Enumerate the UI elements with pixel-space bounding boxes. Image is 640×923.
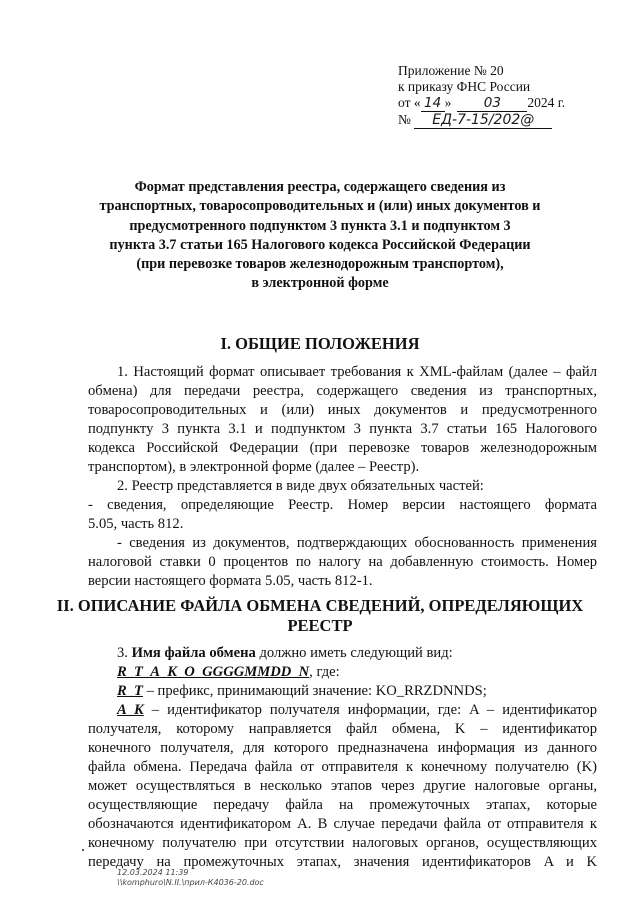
date-prefix: от « (398, 95, 421, 110)
paragraph-line: 2. Реестр представляется в виде двух обязательных частей: (117, 478, 484, 494)
paragraph-text: должно иметь следующий вид: (259, 645, 453, 661)
section-1-heading: I. ОБЩИЕ ПОЛОЖЕНИЯ (220, 334, 420, 353)
recipient-key: A_K (117, 702, 144, 718)
paragraph-line: налоговой ставки 0 процентов по налогу на добавленную стоимость. Номер (88, 554, 597, 570)
paragraph-line: файла обмена. Передача файла от отправителя к конечному получателю (K) (88, 759, 597, 775)
date-year: 2024 г. (527, 95, 566, 110)
paragraph-line: обмена) для передачи реестра, содержащего сведения из транспортных, (88, 383, 597, 399)
number-sign: № (398, 112, 411, 127)
paragraph-line: подпункту 3 пункта 3.1 и подпунктом 3 пункта 3.7 статьи 165 Налогового (88, 421, 597, 437)
order-number-value: ЕД-7-15/202@ (414, 113, 552, 129)
file-name-term: Имя файла обмена (131, 645, 256, 661)
recipient-text: – идентификатор получателя информации, где: A – идентификатор (143, 702, 597, 718)
prefix-key: R_T (117, 683, 143, 699)
title-line: (при перевозке товаров железнодорожным транспортом), (136, 256, 504, 273)
date-month: 03 (457, 96, 527, 112)
title-line: пункта 3.7 статьи 165 Налогового кодекса Российской Федерации (109, 236, 531, 253)
paragraph-line: осуществляющие передачу файла на промежуточных этапах, которые (88, 797, 597, 813)
prefix-definition (117, 682, 487, 701)
pattern-value: R_T_A_K_O_GGGGMMDD_N (117, 664, 310, 680)
paragraph-line: может осуществляться в несколько этапов через другие налоговые органы, (88, 778, 597, 794)
footer-filepath: \\komphuro\N.II.\прил-К4036-20.doc (117, 878, 264, 887)
title-line: предусмотренного подпунктом 3 пункта 3.1 и подпунктом 3 (129, 217, 511, 234)
scan-speck (82, 849, 84, 851)
paragraph-line: 5.05, часть 812. (88, 516, 184, 532)
document-title (40, 178, 600, 294)
paragraph-line: получателя, которому направляется файл обмена, K – идентификатор (88, 721, 597, 737)
paragraph-line: конечному получателю при отсутствии налоговых органов, осуществляющих (88, 835, 597, 851)
paragraph-line: передачу на промежуточных этапах, значения идентификаторов A и K (88, 854, 597, 870)
prefix-text: – префикс, принимающий значение: KO_RRZDNNDS; (142, 683, 487, 699)
date-day: 14 (421, 96, 445, 112)
title-line: в электронной форме (251, 275, 389, 292)
section-2-heading-line: II. ОПИСАНИЕ ФАЙЛА ОБМЕНА СВЕДЕНИЙ, ОПРЕДЕЛЯЮЩИХ (56, 596, 584, 615)
footer-timestamp: 12.03.2024 11:39 (117, 868, 189, 877)
title-line: Формат представления реестра, содержащего сведения из (134, 179, 506, 195)
title-line: транспортных, товаросопроводительных и (или) иных документов и (99, 198, 541, 215)
order-date (398, 95, 565, 112)
order-number (398, 112, 552, 129)
date-mid: » (444, 95, 452, 110)
order-reference: к приказу ФНС России (398, 79, 531, 94)
section-2-heading-line: РЕЕСТР (287, 616, 353, 635)
recipient-definition (117, 701, 597, 720)
paragraph-line: - сведения, определяющие Реестр. Номер версии настоящего формата (88, 497, 597, 513)
appendix-number: Приложение № 20 (398, 63, 504, 78)
paragraph-line: кодекса Российской Федерации (при перевозке товаров железнодорожным (88, 440, 597, 456)
paragraph-line: товаросопроводительных и (или) иных документов и предусмотренного (88, 402, 597, 418)
section-2-heading (40, 596, 600, 636)
paragraph-3-intro (117, 644, 453, 663)
paragraph-line: версии настоящего формата 5.05, часть 812-1. (88, 573, 373, 589)
paragraph-line: обозначаются идентификатором A. В случае передачи файла от отправителя к (88, 816, 597, 832)
file-name-pattern (117, 663, 340, 682)
pattern-suffix: , где: (309, 664, 340, 680)
paragraph-number: 3. (117, 645, 128, 661)
paragraph-line: конечного получателя, для которого предназначена информация из данного (88, 740, 597, 756)
paragraph-line: - сведения из документов, подтверждающих обоснованность применения (117, 535, 597, 551)
paragraph-line: 1. Настоящий формат описывает требования к XML-файлам (далее – файл (117, 364, 597, 380)
document-footer (117, 868, 264, 888)
paragraph-line: транспортом), в электронной форме (далее – Реестр). (88, 459, 420, 475)
